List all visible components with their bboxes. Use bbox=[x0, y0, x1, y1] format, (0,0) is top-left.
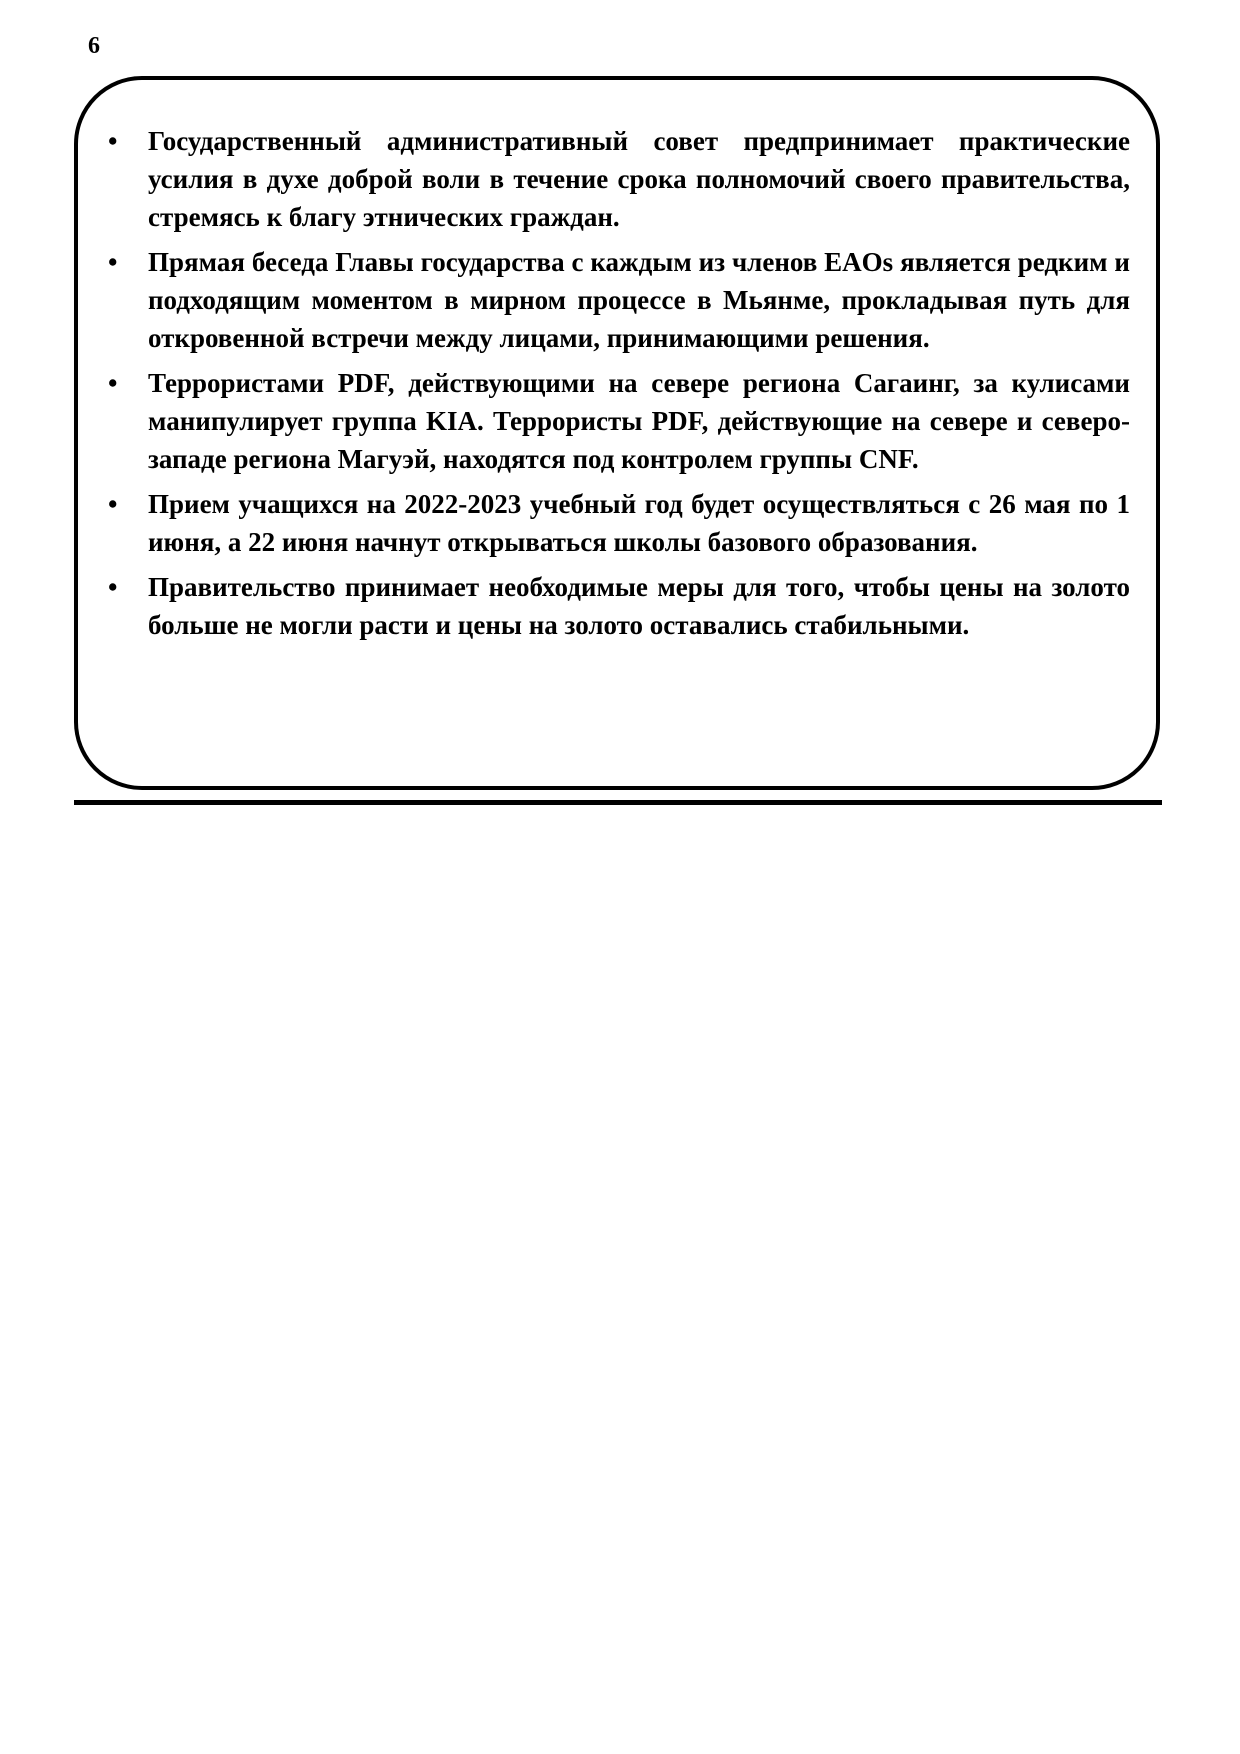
list-item bbox=[102, 122, 1130, 236]
bullet-icon: • bbox=[108, 247, 118, 277]
list-item-text: Прямая беседа Главы государства с каждым из членов EAOs является редким и подходящим моментом в мирном процессе в Мьянме, прокладывая путь для откровенной встречи между лицами, принимающими решения. bbox=[148, 247, 1130, 353]
list-item-text: Террористами PDF, действующими на севере региона Сагаинг, за кулисами манипулирует группа KIA. Террористы PDF, действующие на севере и северо-западе региона Магуэй, находятся под контролем группы CNF. bbox=[148, 368, 1130, 474]
bullet-icon: • bbox=[108, 126, 118, 156]
list-item-text: Правительство принимает необходимые меры для того, чтобы цены на золото больше не могли расти и цены на золото оставались стабильными. bbox=[148, 572, 1130, 640]
page-number: 6 bbox=[88, 33, 100, 59]
horizontal-divider bbox=[74, 800, 1162, 805]
list-item bbox=[102, 568, 1130, 644]
list-item bbox=[102, 364, 1130, 478]
bullet-icon: • bbox=[108, 572, 118, 602]
list-item-text: Прием учащихся на 2022-2023 учебный год будет осуществляться с 26 мая по 1 июня, а 22 июня начнут открываться школы базового образования. bbox=[148, 489, 1130, 557]
bullet-list bbox=[102, 122, 1130, 651]
list-item bbox=[102, 485, 1130, 561]
list-item bbox=[102, 243, 1130, 357]
list-item-text: Государственный административный совет предпринимает практические усилия в духе доброй воли в течение срока полномочий своего правительства, стремясь к благу этнических граждан. bbox=[148, 126, 1130, 232]
bullet-icon: • bbox=[108, 489, 118, 519]
bullet-icon: • bbox=[108, 368, 118, 398]
